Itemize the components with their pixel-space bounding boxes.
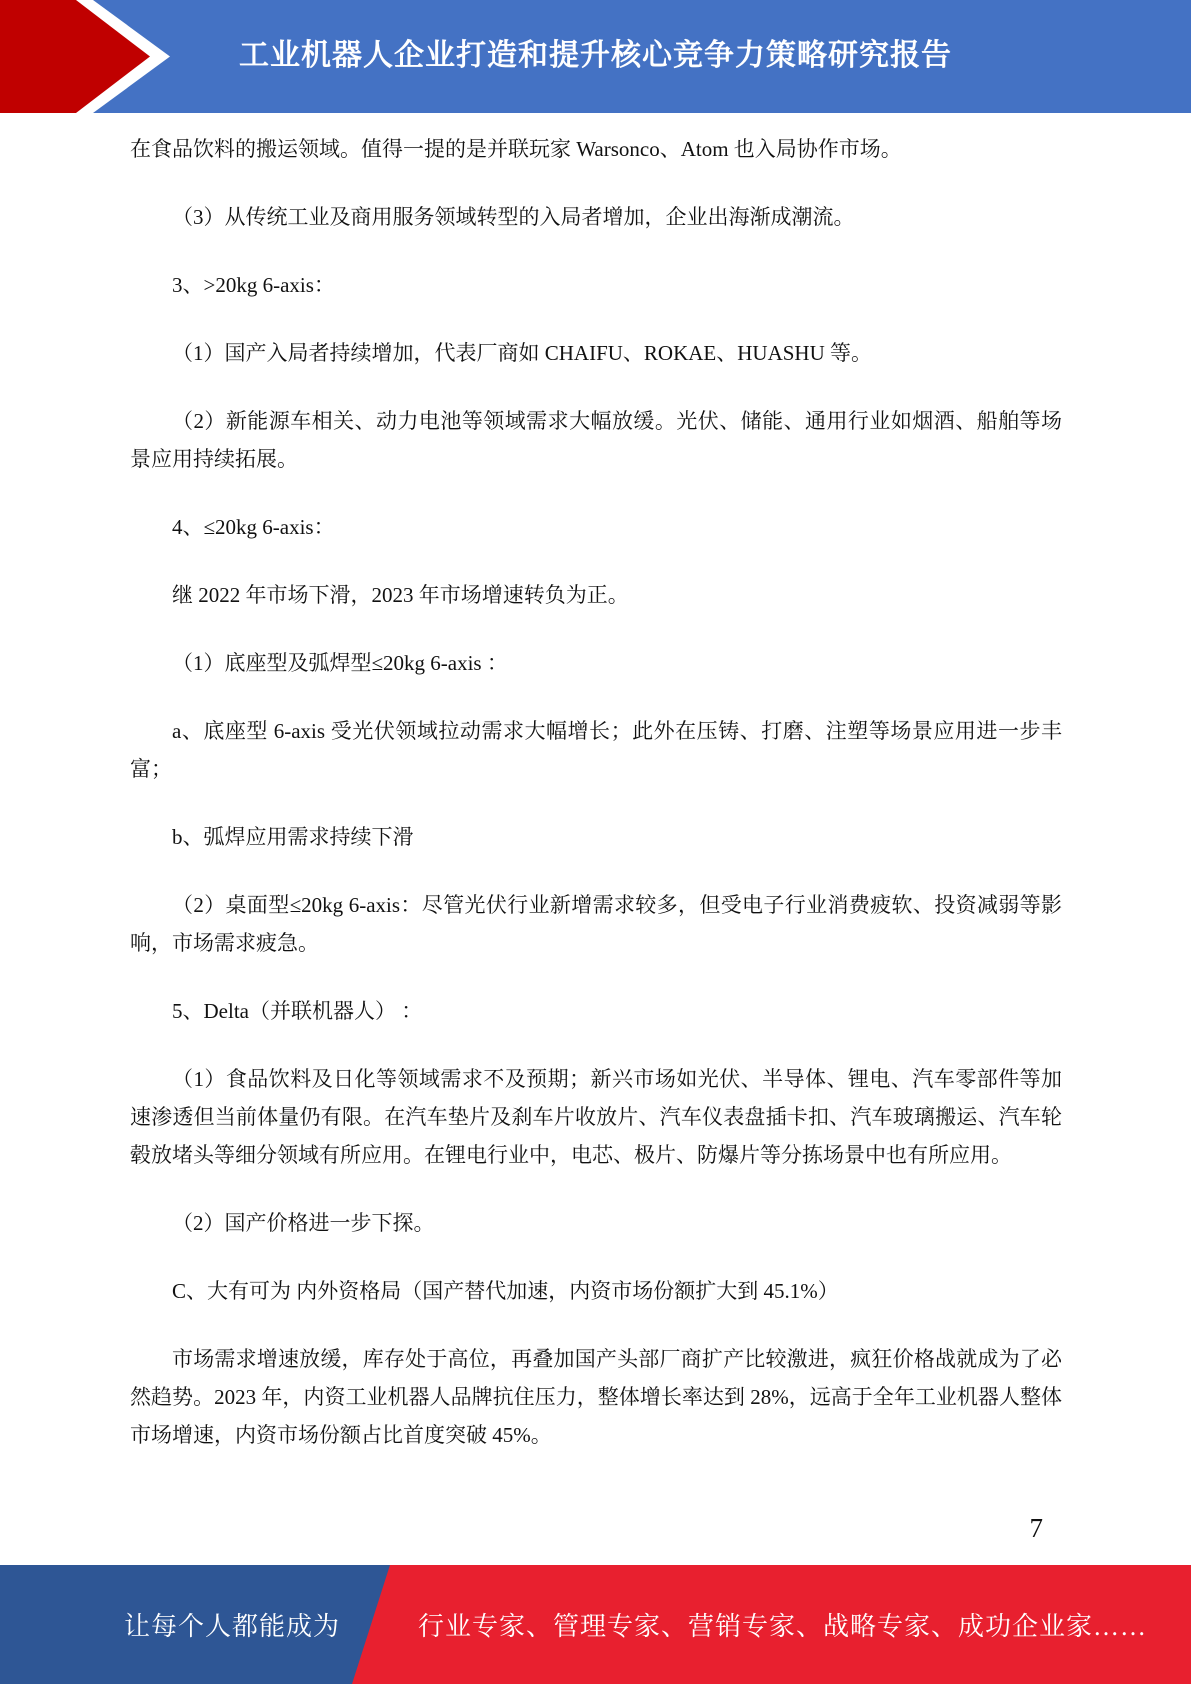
paragraph: （1）底座型及弧焊型≤20kg 6-axis ： bbox=[172, 651, 508, 675]
paragraph: 3、>20kg 6-axis： bbox=[172, 273, 335, 297]
paragraph: （2）国产价格进一步下探。 bbox=[172, 1211, 435, 1235]
paragraph: 市场需求增速放缓，库存处于高位，再叠加国产头部厂商扩产比较激进，疯狂价格战就成为了必然趋势。2023 年，内资工业机器人品牌抗住压力，整体增长率达到 28%，远高于全年工业机器人整体市场增速，内资市场份额占比首度突破 45%。 bbox=[130, 1347, 1062, 1447]
footer-left-tagline: 让每个人都能成为 bbox=[123, 1612, 340, 1641]
page-footer bbox=[0, 1565, 1191, 1684]
paragraph: 在食品饮料的搬运领域。值得一提的是并联玩家 Warsonco、Atom 也入局协作市场。 bbox=[130, 137, 902, 161]
page-body bbox=[0, 113, 1191, 1484]
paragraph: a、底座型 6-axis 受光伏领域拉动需求大幅增长；此外在压铸、打磨、注塑等场景应用进一步丰富； bbox=[130, 719, 1062, 781]
footer-right-tagline: 行业专家、管理专家、营销专家、战略专家、成功企业家…… bbox=[418, 1612, 1148, 1641]
paragraph: 5、Delta（并联机器人） ： bbox=[172, 999, 423, 1023]
paragraph: （1）国产入局者持续增加，代表厂商如 CHAIFU、ROKAE、HUASHU 等。 bbox=[172, 341, 873, 365]
paragraph: （1）食品饮料及日化等领域需求不及预期；新兴市场如光伏、半导体、锂电、汽车零部件等加速渗透但当前体量仍有限。在汽车垫片及刹车片收放片、汽车仪表盘插卡扣、汽车玻璃搬运、汽车轮毂放堵头等细分领域有所应用。在锂电行业中，电芯、极片、防爆片等分拣场景中也有所应用。 bbox=[130, 1067, 1062, 1167]
page-number: 7 bbox=[1029, 1513, 1043, 1543]
paragraph: b、弧焊应用需求持续下滑 bbox=[172, 825, 414, 849]
paragraph: 4、≤20kg 6-axis： bbox=[172, 515, 335, 539]
paragraph: C、大有可为 内外资格局（国产替代加速，内资市场份额扩大到 45.1%） bbox=[172, 1279, 839, 1303]
paragraph: 继 2022 年市场下滑，2023 年市场增速转负为正。 bbox=[172, 583, 629, 607]
paragraph: （2）桌面型≤20kg 6-axis：尽管光伏行业新增需求较多，但受电子行业消费疲软、投资减弱等影响，市场需求疲急。 bbox=[130, 893, 1062, 955]
paragraph: （3）从传统工业及商用服务领域转型的入局者增加，企业出海渐成潮流。 bbox=[172, 205, 855, 229]
report-title: 工业机器人企业打造和提升核心竞争力策略研究报告 bbox=[239, 39, 952, 72]
paragraph: （2）新能源车相关、动力电池等领域需求大幅放缓。光伏、储能、通用行业如烟酒、船舶等场景应用持续拓展。 bbox=[130, 409, 1062, 471]
report-header bbox=[0, 0, 1191, 113]
